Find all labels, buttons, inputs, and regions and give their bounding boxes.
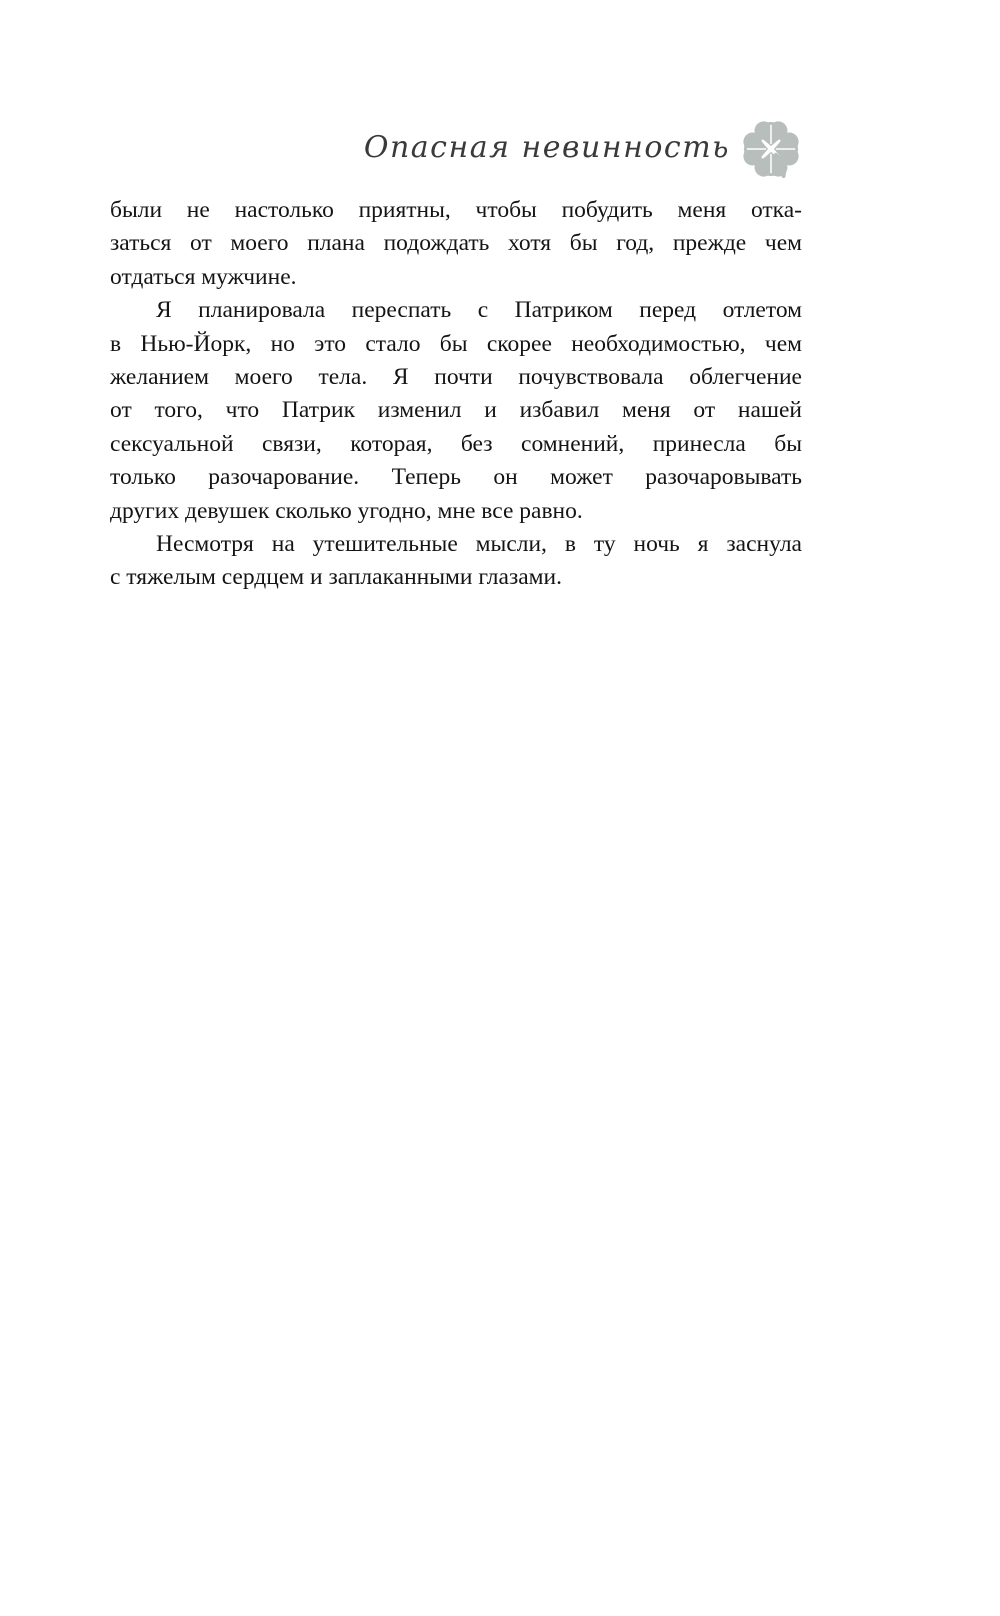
text-line: были не настолько приятны, чтобы побудить меня отка- (110, 197, 802, 223)
paragraph (110, 528, 802, 595)
text-line: желанием моего тела. Я почти почувствовала облегчение (110, 364, 802, 391)
text-block (110, 116, 802, 595)
text-line: от того, что Патрик изменил и избавил меня от нашей (110, 397, 802, 424)
paragraph (110, 194, 802, 294)
text-line: в Нью-Йорк, но это стало бы скорее необходимостью, чем (110, 330, 802, 357)
paragraph (110, 294, 802, 528)
running-head-title: Опасная невинность (363, 129, 730, 165)
running-head (110, 116, 802, 182)
page-body (110, 194, 802, 595)
text-line: Я планировала переспать с Патриком перед отлетом (156, 297, 802, 324)
text-line: Несмотря на утешительные мысли, в ту ночь я заснула (156, 531, 802, 558)
text-line: отдаться мужчине. (110, 263, 297, 290)
clover-ornament-icon (740, 118, 802, 180)
text-line: заться от моего плана подождать хотя бы год, прежде чем (110, 230, 802, 257)
text-line: сексуальной связи, которая, без сомнений, принесла бы (110, 430, 802, 457)
text-line: только разочарование. Теперь он может разочаровывать (110, 464, 802, 491)
text-line: других девушек сколько угодно, мне все равно. (110, 497, 583, 524)
text-line: с тяжелым сердцем и заплаканными глазами. (110, 564, 562, 591)
